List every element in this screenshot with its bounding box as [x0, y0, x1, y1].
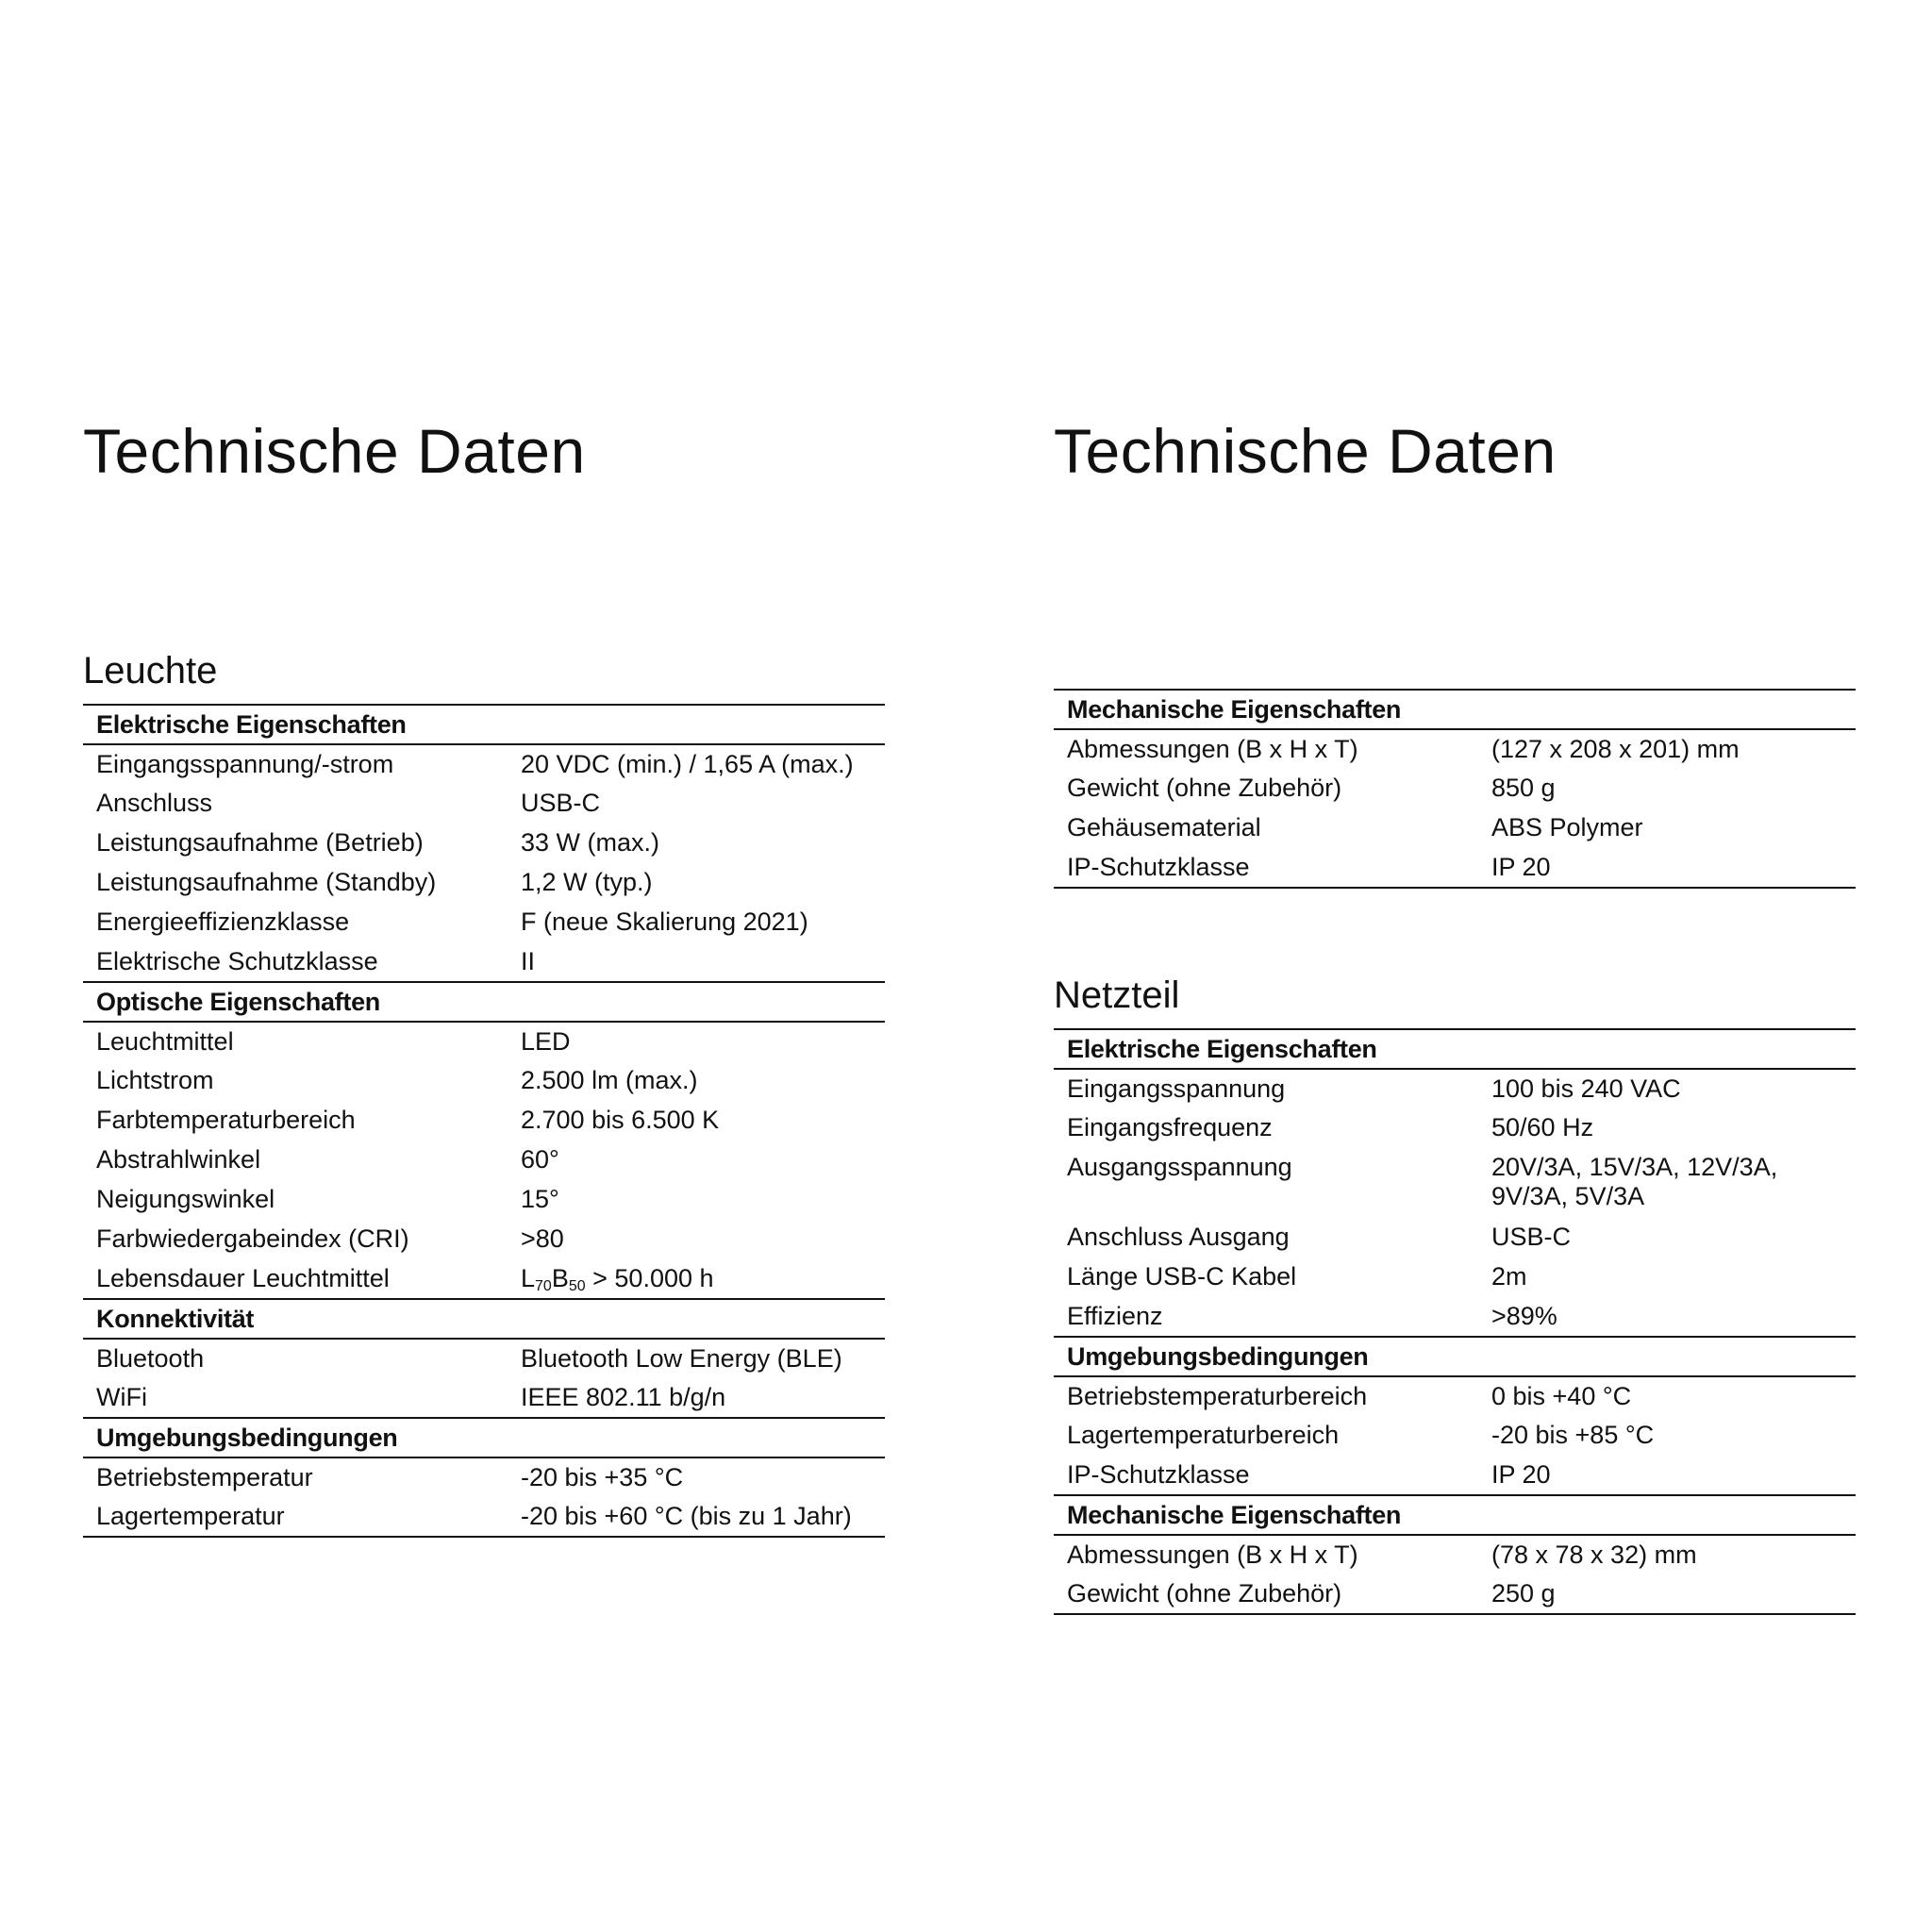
row-label: Effizienz [1067, 1302, 1163, 1330]
table-row [1054, 1257, 1856, 1297]
row-value: F (neue Skalierung 2021) [521, 908, 808, 936]
row-label: Länge USB-C Kabel [1067, 1262, 1297, 1291]
row-value: (78 x 78 x 32) mm [1491, 1541, 1697, 1569]
row-label: Bluetooth [96, 1344, 205, 1373]
row-label: IP-Schutzklasse [1054, 848, 1478, 888]
table-row [1054, 1218, 1856, 1257]
group-header [83, 1299, 885, 1339]
row-label: Eingangsfrequenz [1067, 1113, 1273, 1141]
value-b-sub: 50 [568, 1278, 586, 1294]
table-row [1054, 1456, 1856, 1495]
table-row [1054, 1574, 1856, 1614]
group-header [1054, 690, 1856, 729]
row-label: Leistungsaufnahme (Standby) [96, 868, 437, 896]
row-value: Bluetooth Low Energy (BLE) [521, 1344, 842, 1373]
value-l-sub: 70 [535, 1278, 552, 1294]
table-row [83, 1061, 885, 1101]
row-label: Ausgangsspannung [1067, 1153, 1292, 1181]
row-value: USB-C [1491, 1223, 1572, 1251]
table-row [1054, 1148, 1856, 1218]
table-row [1054, 808, 1856, 848]
group-title: Umgebungsbedingungen [83, 1418, 885, 1457]
row-label: WiFi [96, 1383, 147, 1411]
row-label: IP-Schutzklasse [1067, 1460, 1250, 1489]
row-label: Neigungswinkel [96, 1185, 275, 1213]
left-column [83, 415, 885, 1538]
row-label: Eingangsspannung [1067, 1074, 1286, 1103]
group-title: Umgebungsbedingungen [1054, 1337, 1856, 1376]
group-header [83, 1418, 885, 1457]
row-value [508, 1259, 885, 1299]
row-value: USB-C [521, 789, 601, 817]
table-row [1054, 1376, 1856, 1416]
row-label: Gewicht (ohne Zubehör) [1067, 774, 1342, 802]
row-label: Leuchtmittel [96, 1027, 234, 1056]
table-row [83, 863, 885, 903]
group-header [1054, 1337, 1856, 1376]
group-title: Mechanische Eigenschaften [1054, 690, 1856, 729]
row-label: Abmessungen (B x H x T) [1067, 1541, 1358, 1569]
row-value: -20 bis +60 °C (bis zu 1 Jahr) [508, 1497, 885, 1537]
row-value: -20 bis +85 °C [1491, 1421, 1655, 1449]
row-label: Lichtstrom [96, 1066, 214, 1094]
table-row [1054, 1535, 1856, 1574]
value-l: L [521, 1264, 536, 1292]
row-value: 2.700 bis 6.500 K [521, 1106, 720, 1134]
group-title: Elektrische Eigenschaften [83, 705, 885, 744]
value-line-2: 9V/3A, 5V/3A [1491, 1182, 1645, 1210]
row-label: Leistungsaufnahme (Betrieb) [96, 828, 424, 857]
row-value: IP 20 [1491, 1460, 1551, 1489]
spec-table-netzteil [1054, 1028, 1856, 1615]
group-header [1054, 1495, 1856, 1535]
section-title-netzteil: Netzteil [1054, 974, 1180, 1016]
row-label: Betriebstemperatur [96, 1463, 313, 1491]
table-row [1054, 769, 1856, 808]
table-row [83, 1220, 885, 1259]
table-row [1054, 1069, 1856, 1108]
table-row [83, 784, 885, 824]
row-value: >89% [1491, 1302, 1557, 1330]
value-rest: > 50.000 h [585, 1264, 714, 1292]
row-value: II [521, 947, 536, 975]
row-value: >80 [521, 1224, 564, 1253]
row-label: Gewicht (ohne Zubehör) [1054, 1574, 1478, 1614]
page-title: Technische Daten [1054, 416, 1557, 486]
row-value: LED [521, 1027, 571, 1056]
table-row [83, 1259, 885, 1299]
row-value: 2m [1491, 1262, 1527, 1291]
row-label: Lebensdauer Leuchtmittel [96, 1264, 390, 1292]
page-title: Technische Daten [83, 416, 586, 486]
table-row [83, 1101, 885, 1141]
table-row [83, 1180, 885, 1220]
value-b: B [551, 1264, 569, 1292]
row-label: Energieeffizienzklasse [96, 908, 350, 936]
table-row [83, 942, 885, 982]
row-value: (127 x 208 x 201) mm [1491, 735, 1740, 763]
table-row [83, 824, 885, 863]
row-label: Abmessungen (B x H x T) [1067, 735, 1358, 763]
row-label: Farbtemperaturbereich [96, 1106, 356, 1134]
row-label: Abstrahlwinkel [96, 1145, 261, 1174]
row-value: 850 g [1491, 774, 1556, 802]
table-row [83, 1497, 885, 1537]
row-value: 0 bis +40 °C [1491, 1382, 1632, 1410]
row-value: 60° [521, 1145, 559, 1174]
row-label: Anschluss Ausgang [1067, 1223, 1290, 1251]
row-value: 2.500 lm (max.) [521, 1066, 698, 1094]
row-value: 250 g [1478, 1574, 1856, 1614]
table-row [83, 1339, 885, 1378]
row-label: Farbwiedergabeindex (CRI) [96, 1224, 409, 1253]
group-title: Elektrische Eigenschaften [1054, 1029, 1856, 1069]
row-value: 50/60 Hz [1491, 1113, 1594, 1141]
table-row [1054, 1416, 1856, 1456]
group-title: Mechanische Eigenschaften [1054, 1495, 1856, 1535]
row-value: 100 bis 240 VAC [1491, 1074, 1681, 1103]
row-value: 15° [521, 1185, 559, 1213]
table-row [83, 1378, 885, 1418]
row-label: Lagertemperaturbereich [1067, 1421, 1340, 1449]
row-label: Elektrische Schutzklasse [96, 947, 378, 975]
table-row [83, 1141, 885, 1180]
value-line-1: 20V/3A, 15V/3A, 12V/3A, [1491, 1153, 1778, 1181]
spec-table-leuchte-mechanisch [1054, 689, 1856, 889]
row-value: 1,2 W (typ.) [521, 868, 653, 896]
group-title: Konnektivität [83, 1299, 885, 1339]
row-value: 33 W (max.) [521, 828, 660, 857]
row-value: IP 20 [1478, 848, 1856, 888]
group-title: Optische Eigenschaften [83, 982, 885, 1022]
table-row [83, 903, 885, 942]
table-row [1054, 848, 1856, 888]
section-title-leuchte: Leuchte [83, 650, 218, 691]
table-row [1054, 1297, 1856, 1337]
row-value: ABS Polymer [1491, 813, 1643, 841]
row-value: IEEE 802.11 b/g/n [521, 1383, 726, 1411]
table-row [83, 1022, 885, 1061]
row-label: Betriebstemperaturbereich [1067, 1382, 1368, 1410]
row-label: Eingangsspannung/-strom [96, 750, 394, 778]
row-value: 20 VDC (min.) / 1,65 A (max.) [521, 750, 854, 778]
row-value [1478, 1148, 1856, 1218]
table-row [83, 744, 885, 784]
spec-table-leuchte [83, 704, 885, 1538]
group-header [1054, 1029, 1856, 1069]
group-header [83, 705, 885, 744]
row-value: -20 bis +35 °C [521, 1463, 684, 1491]
row-label: Lagertemperatur [83, 1497, 508, 1537]
table-row [1054, 1108, 1856, 1148]
table-row [83, 1457, 885, 1497]
table-row [1054, 729, 1856, 769]
row-label: Gehäusematerial [1067, 813, 1261, 841]
right-column [1054, 415, 1856, 1615]
row-label: Anschluss [96, 789, 213, 817]
group-header [83, 982, 885, 1022]
